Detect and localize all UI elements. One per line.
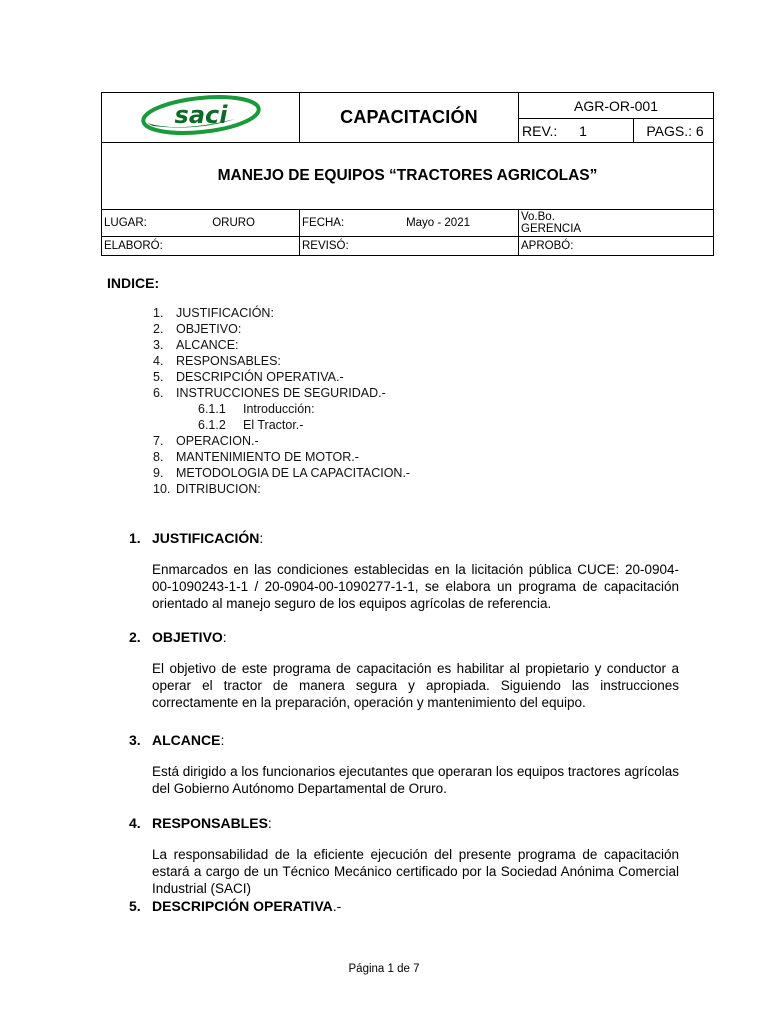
index-item-label: INSTRUCCIONES DE SEGURIDAD.- (176, 386, 386, 400)
document-header-table (101, 92, 714, 256)
section-paragraph: Enmarcados en las condiciones establecidas en la licitación pública CUCE: 20-0904-00-1090243-1-1 / 20-0904-00-1090277-1-1, se elabora un programa de capacitación orientado al manejo seguro de los equipos agrícolas de referencia. (152, 562, 679, 611)
section-title: JUSTIFICACIÓN (152, 530, 260, 546)
section-number: 4. (129, 815, 141, 831)
section-body (152, 846, 679, 897)
index-item (153, 305, 410, 321)
rev-label: REV.: (522, 122, 558, 139)
document-code: AGR-OR-001 (519, 93, 714, 119)
elaboro-cell: ELABORÓ: (102, 237, 300, 256)
section-body (152, 660, 679, 711)
fecha-value: Mayo - 2021 (406, 217, 470, 229)
index-item-number: 6. (153, 386, 164, 400)
section-heading (129, 731, 679, 749)
index-item-label: RESPONSABLES: (176, 354, 281, 368)
index-item (153, 337, 410, 353)
index-item-number: 3. (153, 338, 164, 352)
pages-cell (634, 119, 714, 143)
section-number: 1. (129, 530, 141, 546)
index-item (153, 449, 410, 465)
lugar-value: ORURO (212, 217, 255, 229)
index-item-number: 2. (153, 322, 164, 336)
index-item (153, 385, 410, 401)
section-paragraph: Está dirigido a los funcionarios ejecutantes que operaran los equipos tractores agrícolas del Gobierno Autónomo Departamental de Oruro. (152, 764, 679, 796)
index-item-number: 9. (153, 466, 164, 480)
fecha-label: FECHA: (302, 217, 345, 229)
section-title: RESPONSABLES (152, 815, 268, 831)
logo-text: saci (174, 101, 227, 129)
index-item-number: 6.1.2 (198, 418, 226, 432)
aprobo-cell: APROBÓ: (519, 237, 714, 256)
section-suffix: : (259, 530, 264, 546)
reviso-cell: REVISÓ: (300, 237, 519, 256)
section-heading (129, 529, 679, 547)
section-objetivo (129, 628, 679, 711)
section-responsables (129, 814, 679, 897)
page-number-footer: Página 1 de 7 (348, 963, 420, 975)
index-item-number: 5. (153, 370, 164, 384)
index-item-label: DESCRIPCIÓN OPERATIVA.- (176, 370, 344, 384)
section-body (152, 561, 679, 612)
section-descripcion-operativa (129, 897, 679, 915)
vobo-cell (519, 210, 714, 237)
index-item-number: 7. (153, 434, 164, 448)
index-item-label: El Tractor.- (243, 418, 304, 432)
index-item-number: 1. (153, 306, 164, 320)
index-subitem (153, 401, 410, 417)
document-title: CAPACITACIÓN (300, 93, 519, 143)
section-heading (129, 814, 679, 832)
section-number: 2. (129, 629, 141, 645)
section-title: OBJETIVO (152, 629, 223, 645)
index-item-label: METODOLOGIA DE LA CAPACITACION.- (176, 466, 411, 480)
index-item-number: 10. (153, 482, 171, 496)
revision-cell (519, 119, 634, 143)
index-item-label: JUSTIFICACIÓN: (176, 306, 274, 320)
vobo-line2: GERENCIA (521, 223, 582, 235)
section-heading (129, 628, 679, 646)
index-item-label: OBJETIVO: (176, 322, 242, 336)
section-alcance (129, 731, 679, 797)
section-number: 3. (129, 732, 141, 748)
section-suffix: : (222, 629, 227, 645)
index-item (153, 369, 410, 385)
index-item (153, 433, 410, 449)
section-body (152, 763, 679, 797)
index-list (153, 305, 410, 497)
lugar-label: LUGAR: (104, 217, 147, 229)
section-paragraph: El objetivo de este programa de capacitación es habilitar al propietario y conductor a operar el tractor de manera segura y apropiada. Siguiendo las instrucciones correctamente en la preparación, operación y mantenimiento del equipo. (152, 661, 679, 710)
section-title: ALCANCE (152, 732, 221, 748)
lugar-cell (102, 210, 300, 237)
section-suffix: .- (332, 898, 342, 914)
section-suffix: : (220, 732, 225, 748)
index-item-label: MANTENIMIENTO DE MOTOR.- (176, 450, 359, 464)
logo-cell (102, 93, 300, 143)
saci-logo (139, 93, 263, 137)
index-item-label: OPERACION.- (176, 434, 259, 448)
section-suffix: : (267, 815, 272, 831)
section-number: 5. (129, 898, 141, 914)
index-item-label: ALCANCE: (176, 338, 239, 352)
pags-label: PAGS.: (646, 122, 692, 139)
index-item (153, 353, 410, 369)
pags-value: 6 (695, 122, 704, 139)
index-item-label: DITRIBUCION: (176, 482, 261, 496)
index-item-label: Introducción: (243, 402, 315, 416)
index-item (153, 481, 410, 497)
index-item (153, 321, 410, 337)
section-title: DESCRIPCIÓN OPERATIVA (152, 898, 333, 914)
fecha-cell (300, 210, 519, 237)
index-subitem (153, 417, 410, 433)
index-item-number: 4. (153, 354, 164, 368)
section-paragraph: La responsabilidad de la eficiente ejecución del presente programa de capacitación estará a cargo de un Técnico Mecánico certificado por la Sociedad Anónima Comercial Industrial (SACI) (152, 847, 679, 896)
index-item (153, 465, 410, 481)
index-item-number: 6.1.1 (198, 402, 226, 416)
rev-value: 1 (579, 122, 587, 139)
vobo-line1: Vo.Bo. (521, 211, 555, 223)
index-item-number: 8. (153, 450, 164, 464)
section-justificacion (129, 529, 679, 612)
document-subject: MANEJO DE EQUIPOS “TRACTORES AGRICOLAS” (102, 143, 714, 210)
index-title: INDICE: (107, 275, 160, 291)
section-heading (129, 897, 679, 915)
